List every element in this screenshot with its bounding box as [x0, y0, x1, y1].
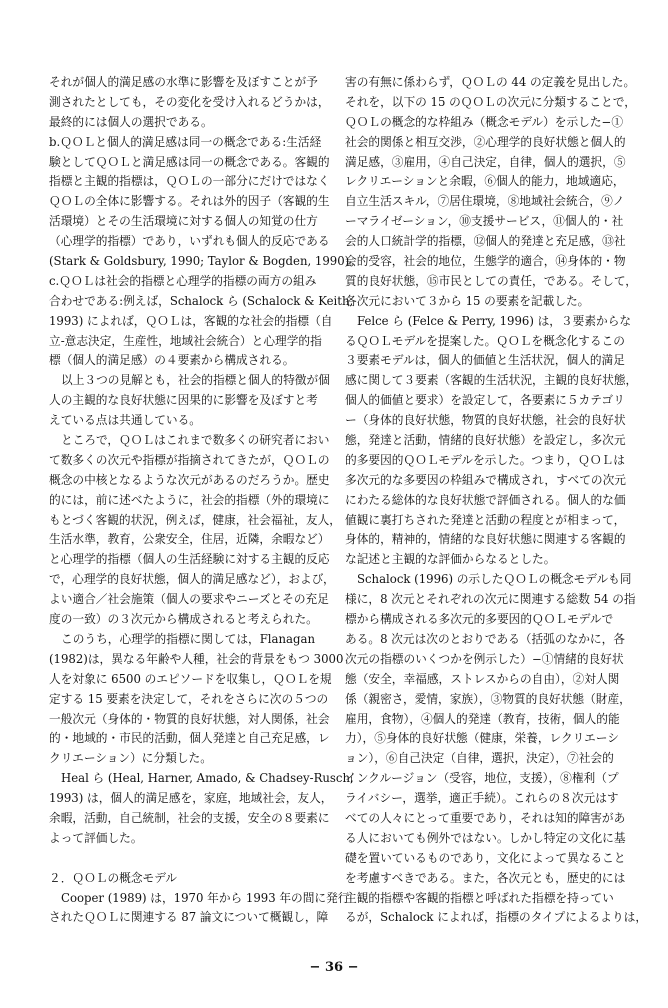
text-line: 標から構成される多次元的多要因的ＱＯＬモデルで — [345, 612, 614, 627]
text-line: ところで，ＱＯＬはこれまで数多くの研究者におい — [61, 433, 330, 448]
text-line: 質的良好状態，⑮市民としての責任，である。そして， — [345, 273, 637, 288]
text-line: 以上３つの見解とも，社会的指標と個人的特徴が個 — [61, 373, 330, 388]
text-line: Heal ら (Heal, Harner, Amado, & Chadsey-Rusch, — [61, 771, 354, 786]
text-line: 社会的関係と相互交渉，②心理学的良好状態と個人的 — [345, 134, 626, 149]
text-line: を考慮すべきである。また，各次元とも，歴史的には — [345, 870, 626, 885]
text-line: 次元の指標のいくつかを例示した）−①情緒的良好状 — [345, 651, 624, 666]
text-line: 測されたとしても，その変化を受け入れるどうかは， — [49, 94, 330, 109]
text-line: (Stark & Goldsbury, 1990; Taylor & Bogden, 1990)。 — [49, 254, 361, 269]
text-line: る人においても例外ではない。しかし特定の文化に基 — [345, 830, 626, 845]
text-line: 1993) は，個人的満足感を，家庭，地域社会，友人， — [49, 791, 333, 806]
text-line: 最終的には個人の選択である。 — [49, 114, 213, 129]
text-line: 感に関して３要素（客観的生活状況，主観的良好状態， — [345, 373, 638, 388]
text-line: 態，発達と活動，情緒的良好状態）を設定し，多次元 — [345, 433, 626, 448]
text-line: このうち，心理学的指標に関しては，Flanagan — [61, 631, 315, 646]
text-line: 満足感，③雇用，④自己決定，自律，個人的選択，⑤ — [345, 154, 626, 169]
text-line: b.ＱＯＬと個人的満足感は同一の概念である:生活経 — [49, 134, 322, 149]
text-line: るが，Schalock によれば，指標のタイプによるよりは， — [345, 910, 648, 925]
text-line: よって評価した。 — [49, 830, 143, 845]
section-heading: ２．ＱＯＬの概念モデル — [49, 870, 177, 885]
text-line: 余暇，活動，自己統制，社会的支援，安全の８要素に — [49, 810, 330, 825]
text-line: 生活水準，教育，公衆安全，住居，近隣，余暇など） — [49, 532, 330, 547]
right-text-column — [345, 73, 648, 928]
text-line: クリエーション）に分類した。 — [49, 751, 212, 766]
text-line: ある。8 次元は次のとおりである（括弧のなかに，各 — [345, 631, 625, 646]
text-line: 標（個人的満足感）の４要素から構成される。 — [49, 353, 295, 368]
text-line: 係（親密さ，愛情，家族），③物質的良好状態（財産， — [345, 691, 631, 706]
text-line: ＱＯＬの概念的な枠組み（概念モデル）を示した−① — [345, 114, 624, 129]
text-line: べての人々にとって重要であり，それは知的障害があ — [345, 810, 626, 825]
text-line: 礎を置いているものであり，文化によって異なること — [345, 850, 626, 865]
text-line: 1993) によれば，ＱＯＬは，客観的な社会的指標（自 — [49, 313, 333, 328]
text-line: ライバシー，選挙，適正手続）。これらの８次元はす — [345, 791, 619, 806]
text-line: 害の有無に係わらず，ＱＯＬの 44 の定義を見出した。 — [345, 75, 636, 89]
text-line: えている点は共通している。 — [49, 413, 201, 428]
text-line: 合わせである:例えば，Schalock ら (Schalock & Keith, — [49, 293, 354, 308]
text-line: ＱＯＬの全体に影響する。それは外的因子（客観的生 — [49, 194, 330, 209]
text-line: ー（身体的良好状態，物質的良好状態，社会的良好状 — [345, 413, 626, 428]
text-line: て数多くの次元や指標が指摘されてきたが，ＱＯＬの — [49, 452, 330, 467]
page-number: − 36 − — [309, 960, 359, 975]
text-line: インクルージョン（受容，地位，支援），⑧権利（プ — [345, 771, 619, 786]
text-line: 立-意志決定，生産性，地域社会統合）と心理学的指 — [49, 333, 322, 348]
text-line: 雇用，食物），④個人的発達（教育，技術，個人的能 — [345, 711, 620, 726]
text-line: 主観的指標や客観的指標と呼ばれた指標を持ってい — [345, 890, 614, 905]
text-line: 的には，前に述べたように，社会的指標（外的環境に — [49, 492, 330, 507]
text-line: されたＱＯＬに関連する 87 論文について概観し，障 — [49, 910, 329, 925]
text-line: ーマライゼーション，⑩支援サービス，⑪個人的・社 — [345, 214, 624, 229]
text-line: 会的受容，社会的地位，生態学的適合，⑭身体的・物 — [345, 254, 626, 269]
text-line: ョン），⑥自己決定（自律，選択，決定），⑦社会的 — [345, 751, 614, 766]
text-line: 概念の中核となるような次元があるのだろうか。歴史 — [49, 472, 330, 487]
text-line: Schalock (1996) の示したＱＯＬの概念モデルも同 — [357, 572, 632, 587]
text-line: 的・地域的・市民的活動，個人発達と自己充足感，レ — [49, 731, 330, 746]
text-line: 定する 15 要素を決定して，それをさらに次の５つの — [49, 691, 329, 706]
text-line: c.ＱＯＬは社会的指標と心理学的指標の両方の組み — [49, 273, 317, 288]
text-line: ３要素モデルは，個人的価値と生活状況，個人的満足 — [345, 353, 625, 368]
text-line: 的多要因的ＱＯＬモデルを示した。つまり，ＱＯＬは — [345, 452, 625, 467]
text-line: 指標と主観的指標は，ＱＯＬの一部分にだけではなく — [49, 174, 330, 189]
text-line: るＱＯＬモデルを提案した。ＱＯＬを概念化するこの — [345, 333, 625, 348]
text-line: もとづく客観的状況，例えば，健康，社会福祉，友人， — [49, 512, 341, 527]
text-line: 態（安全，幸福感，ストレスからの自由），②対人関 — [345, 671, 620, 686]
text-line: と心理学的指標（個人の生活経験に対する主観的反応 — [49, 552, 330, 567]
text-line: （心理学的指標）であり，いずれも個人的反応である — [49, 234, 330, 249]
text-line: な記述と主観的な評価からなるとした。 — [345, 552, 556, 567]
text-line: 験としてＱＯＬと満足感は同一の概念である。客観的 — [49, 154, 330, 169]
text-line: で，心理学的良好状態，個人的満足感など），および， — [49, 572, 335, 587]
text-line: 自立生活スキル，⑦居住環境，⑧地域社会統合，⑨ノ — [345, 194, 625, 209]
text-line: 度の一致）の３次元から構成されると考えられた。 — [49, 612, 318, 627]
text-line: それが個人的満足感の水準に影響を及ぼすことが予 — [49, 75, 318, 89]
text-line — [49, 849, 339, 869]
text-line: 様に，8 次元とそれぞれの次元に関連する総数 54 の指 — [345, 592, 636, 607]
text-line: Cooper (1989) は，1970 年から 1993 年の間に発行 — [61, 890, 350, 905]
text-line: 多次元的な多要因の枠組みで構成され，すべての次元 — [345, 472, 626, 487]
text-line: 人を対象に 6500 のエピソードを収集し，ＱＯＬを規 — [49, 671, 332, 686]
text-line: それを，以下の 15 のＱＯＬの次元に分類することで， — [345, 94, 636, 109]
left-text-column — [49, 73, 361, 928]
text-line: 各次元において３から 15 の要素を記載した。 — [345, 293, 590, 308]
text-line: Felce ら (Felce & Perry, 1996) は，３要素からな — [357, 313, 632, 328]
text-line: 個人的価値と要求）を設定して，各要素に５カテゴリ — [345, 393, 625, 408]
text-line: 身体的，精神的，情緒的な良好状態に関連する客観的 — [345, 532, 626, 547]
text-line: よい適合／社会施策（個人の要求やニーズとその充足 — [49, 592, 329, 607]
text-line: 人の主観的な良好状態に因果的に影響を及ぼすと考 — [49, 393, 318, 408]
text-line: にわたる総体的な良好状態で評価される。個人的な価 — [345, 492, 626, 507]
text-line: (1982)は，異なる年齢や人種，社会的背景をもつ 3000 — [49, 651, 344, 666]
text-line: 力），⑤身体的良好状態（健康，栄養，レクリエーシ — [345, 731, 619, 746]
text-line: 一般次元（身体的・物質的良好状態，対人関係，社会 — [49, 711, 330, 726]
text-line: レクリエーションと余暇，⑥個人的能力，地域適応， — [345, 174, 625, 189]
text-line: 値観に裏打ちされた発達と活動の程度とが相まって， — [345, 512, 626, 527]
text-line: 活環境）とその生活環境に対する個人の知覚の仕方 — [49, 214, 318, 229]
text-line: 会的人口統計学的指標，⑫個人的発達と充足感，⑬社 — [345, 234, 626, 249]
